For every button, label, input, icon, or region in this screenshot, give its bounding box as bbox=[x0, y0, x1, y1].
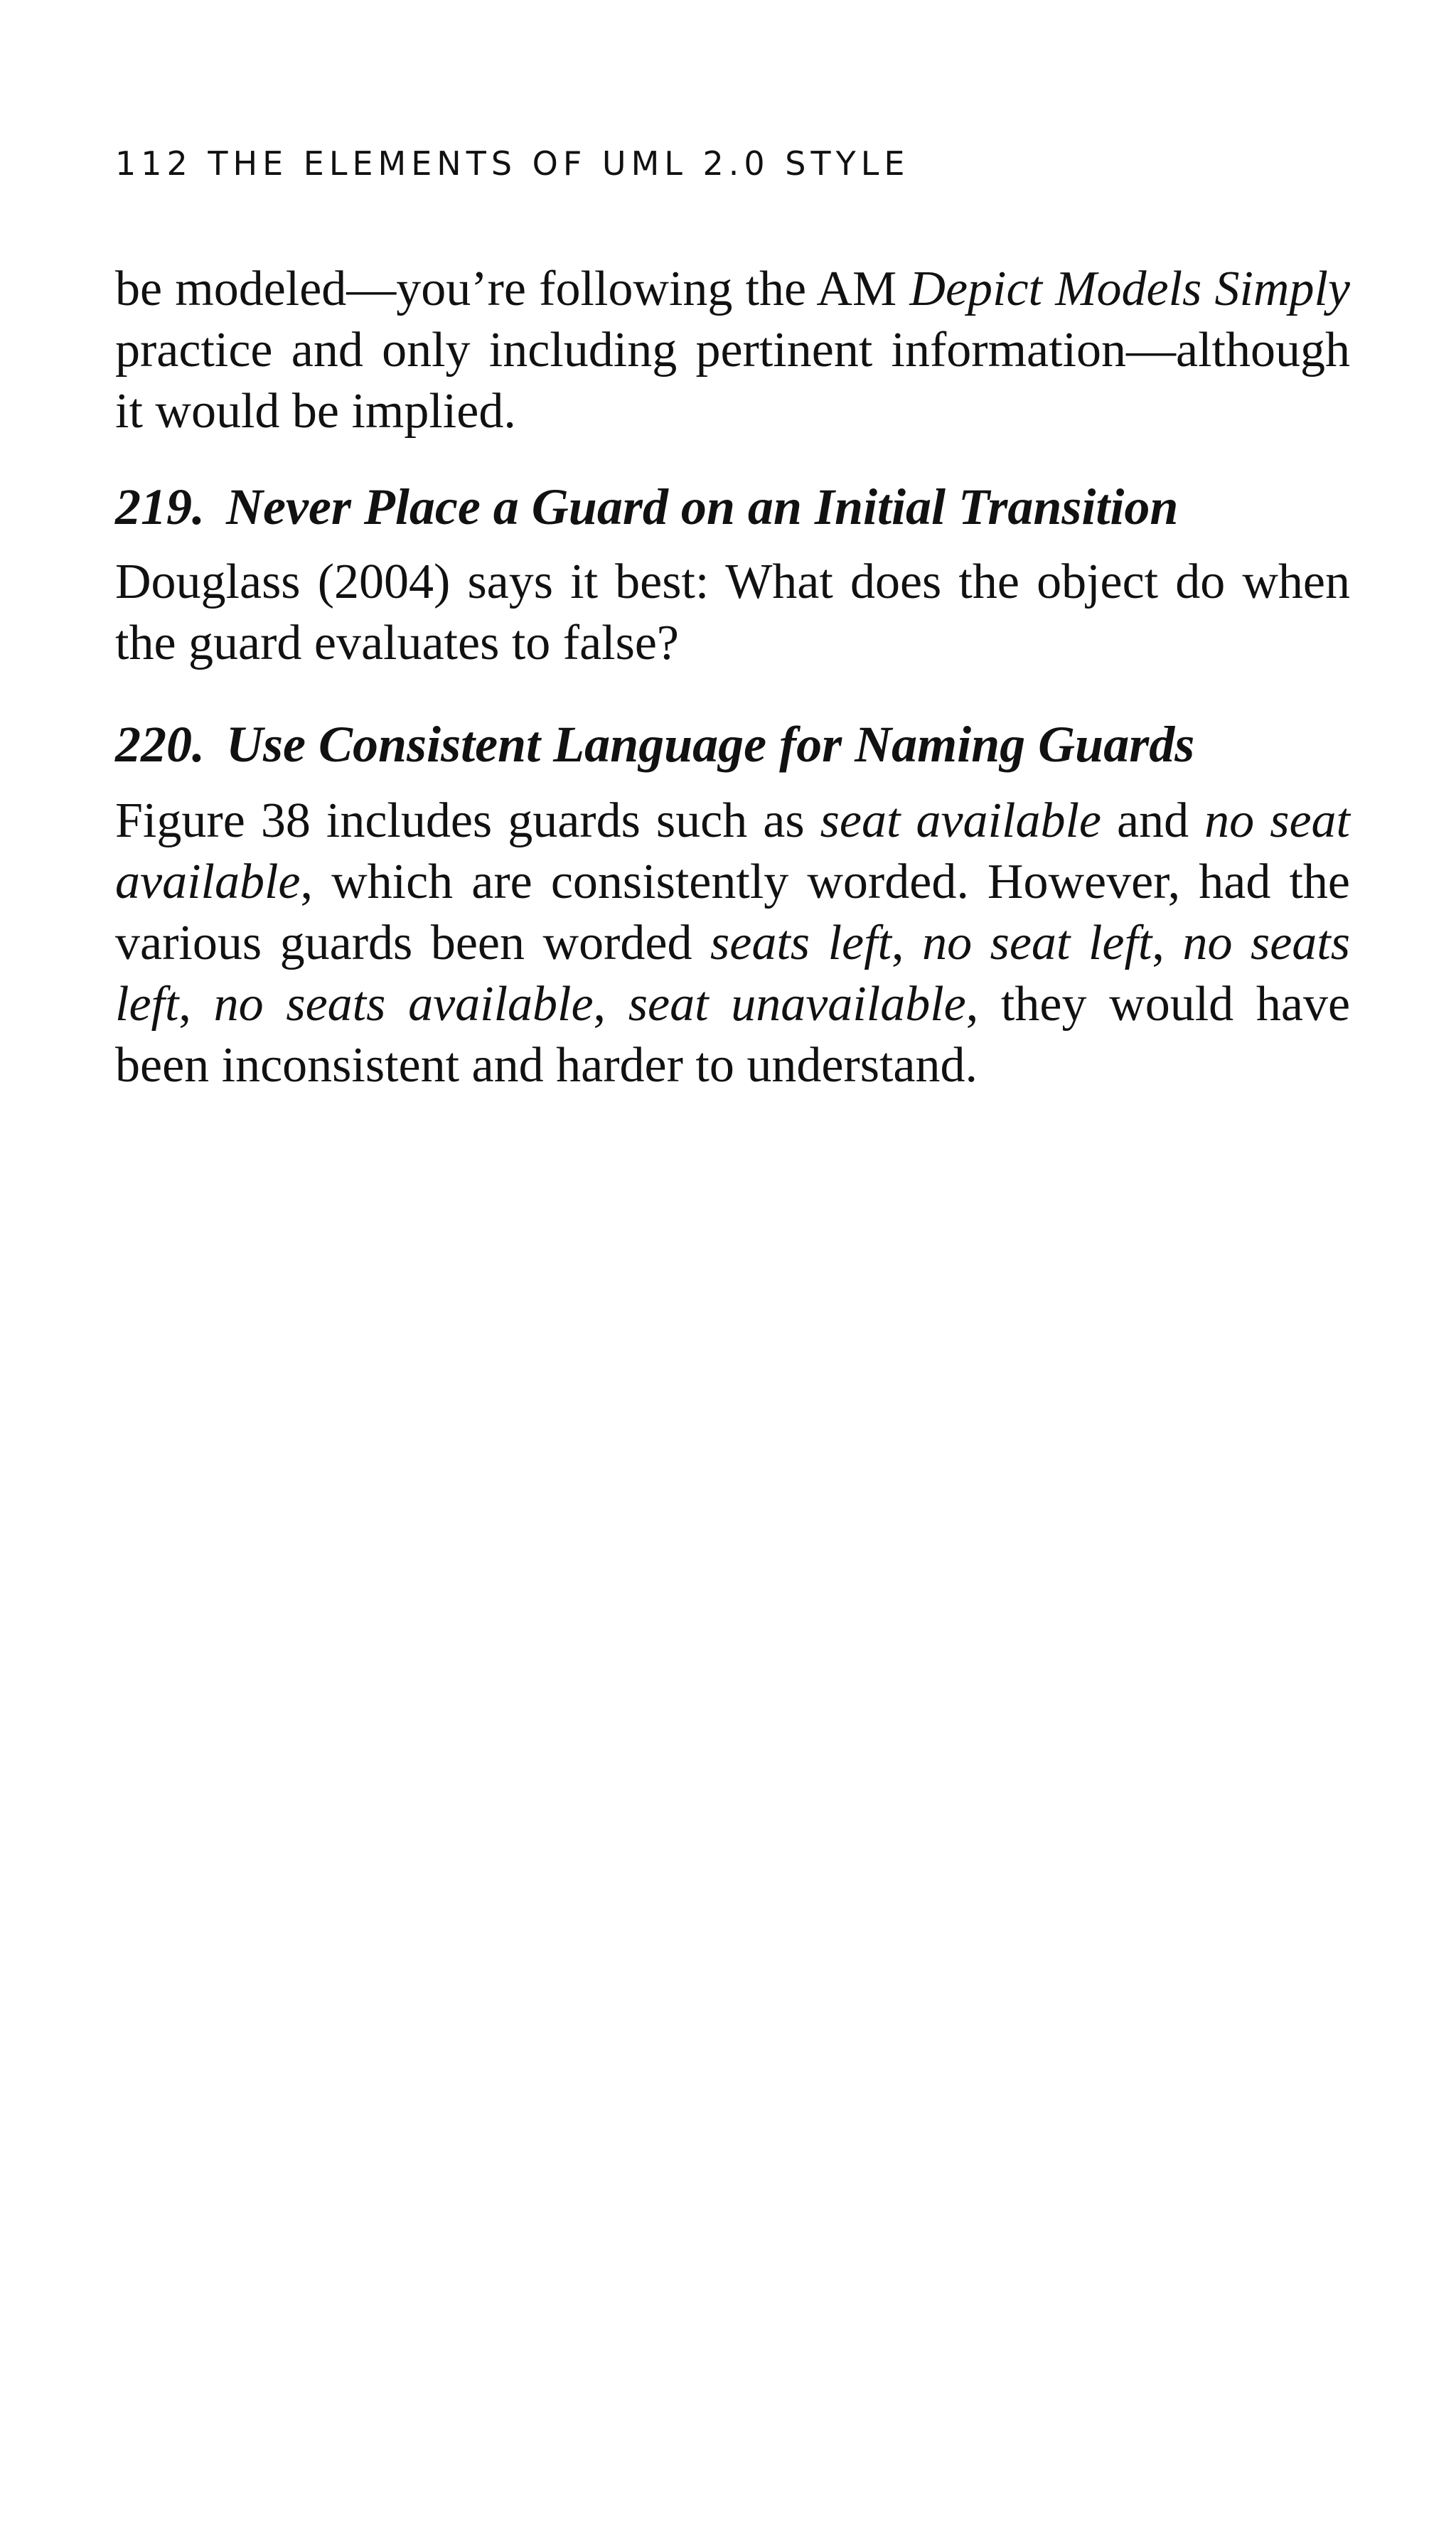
section-219-number: 219. bbox=[115, 478, 205, 535]
section-220-number: 220. bbox=[115, 716, 205, 773]
section-220-text-2: and bbox=[1101, 793, 1205, 848]
running-head: 112 THE ELEMENTS OF UML 2.0 STYLE bbox=[115, 144, 910, 183]
section-220-text-8: , they would have been inconsistent and harder to understand. bbox=[115, 977, 1351, 1093]
section-220-text-6: , bbox=[178, 977, 214, 1032]
guard-no-seat-left: no seat left bbox=[922, 916, 1152, 970]
section-220-text-7: , bbox=[593, 977, 628, 1032]
guard-seats-left: seats left bbox=[710, 916, 892, 970]
guard-seat-unavailable: seat unavailable bbox=[628, 977, 966, 1032]
section-220-text-1: Figure 38 includes guards such as bbox=[115, 793, 820, 848]
section-219-body: Douglass (2004) says it best: What does the object do when the guard evaluates to false? bbox=[115, 555, 1350, 670]
section-220-title: Use Consistent Language for Naming Guards bbox=[226, 716, 1195, 773]
guard-no-seat-available: no seat available bbox=[115, 793, 1350, 909]
section-219-title: Never Place a Guard on an Initial Transition bbox=[226, 478, 1179, 535]
continuation-paragraph bbox=[115, 259, 1350, 442]
guard-no-seats-left: no seats left bbox=[115, 916, 1350, 1032]
guard-seat-available: seat available bbox=[820, 793, 1101, 848]
continuation-text-2: practice and only including pertinent information—although it would be implied. bbox=[115, 323, 1350, 439]
guard-no-seats-available: no seats available bbox=[213, 977, 594, 1032]
section-220-text-5: , bbox=[1152, 916, 1183, 970]
page-content bbox=[115, 259, 1350, 1096]
section-220-text-3: , which are consistently worded. However, had the various guards been worded bbox=[115, 855, 1350, 970]
section-220-body bbox=[115, 791, 1350, 1096]
section-219-heading bbox=[115, 476, 1350, 537]
section-220-heading bbox=[115, 714, 1350, 775]
continuation-italic-practice: Depict Models Simply bbox=[909, 262, 1350, 316]
section-220-text-4: , bbox=[892, 916, 923, 970]
continuation-text-1: be modeled—you’re following the AM bbox=[115, 262, 910, 316]
